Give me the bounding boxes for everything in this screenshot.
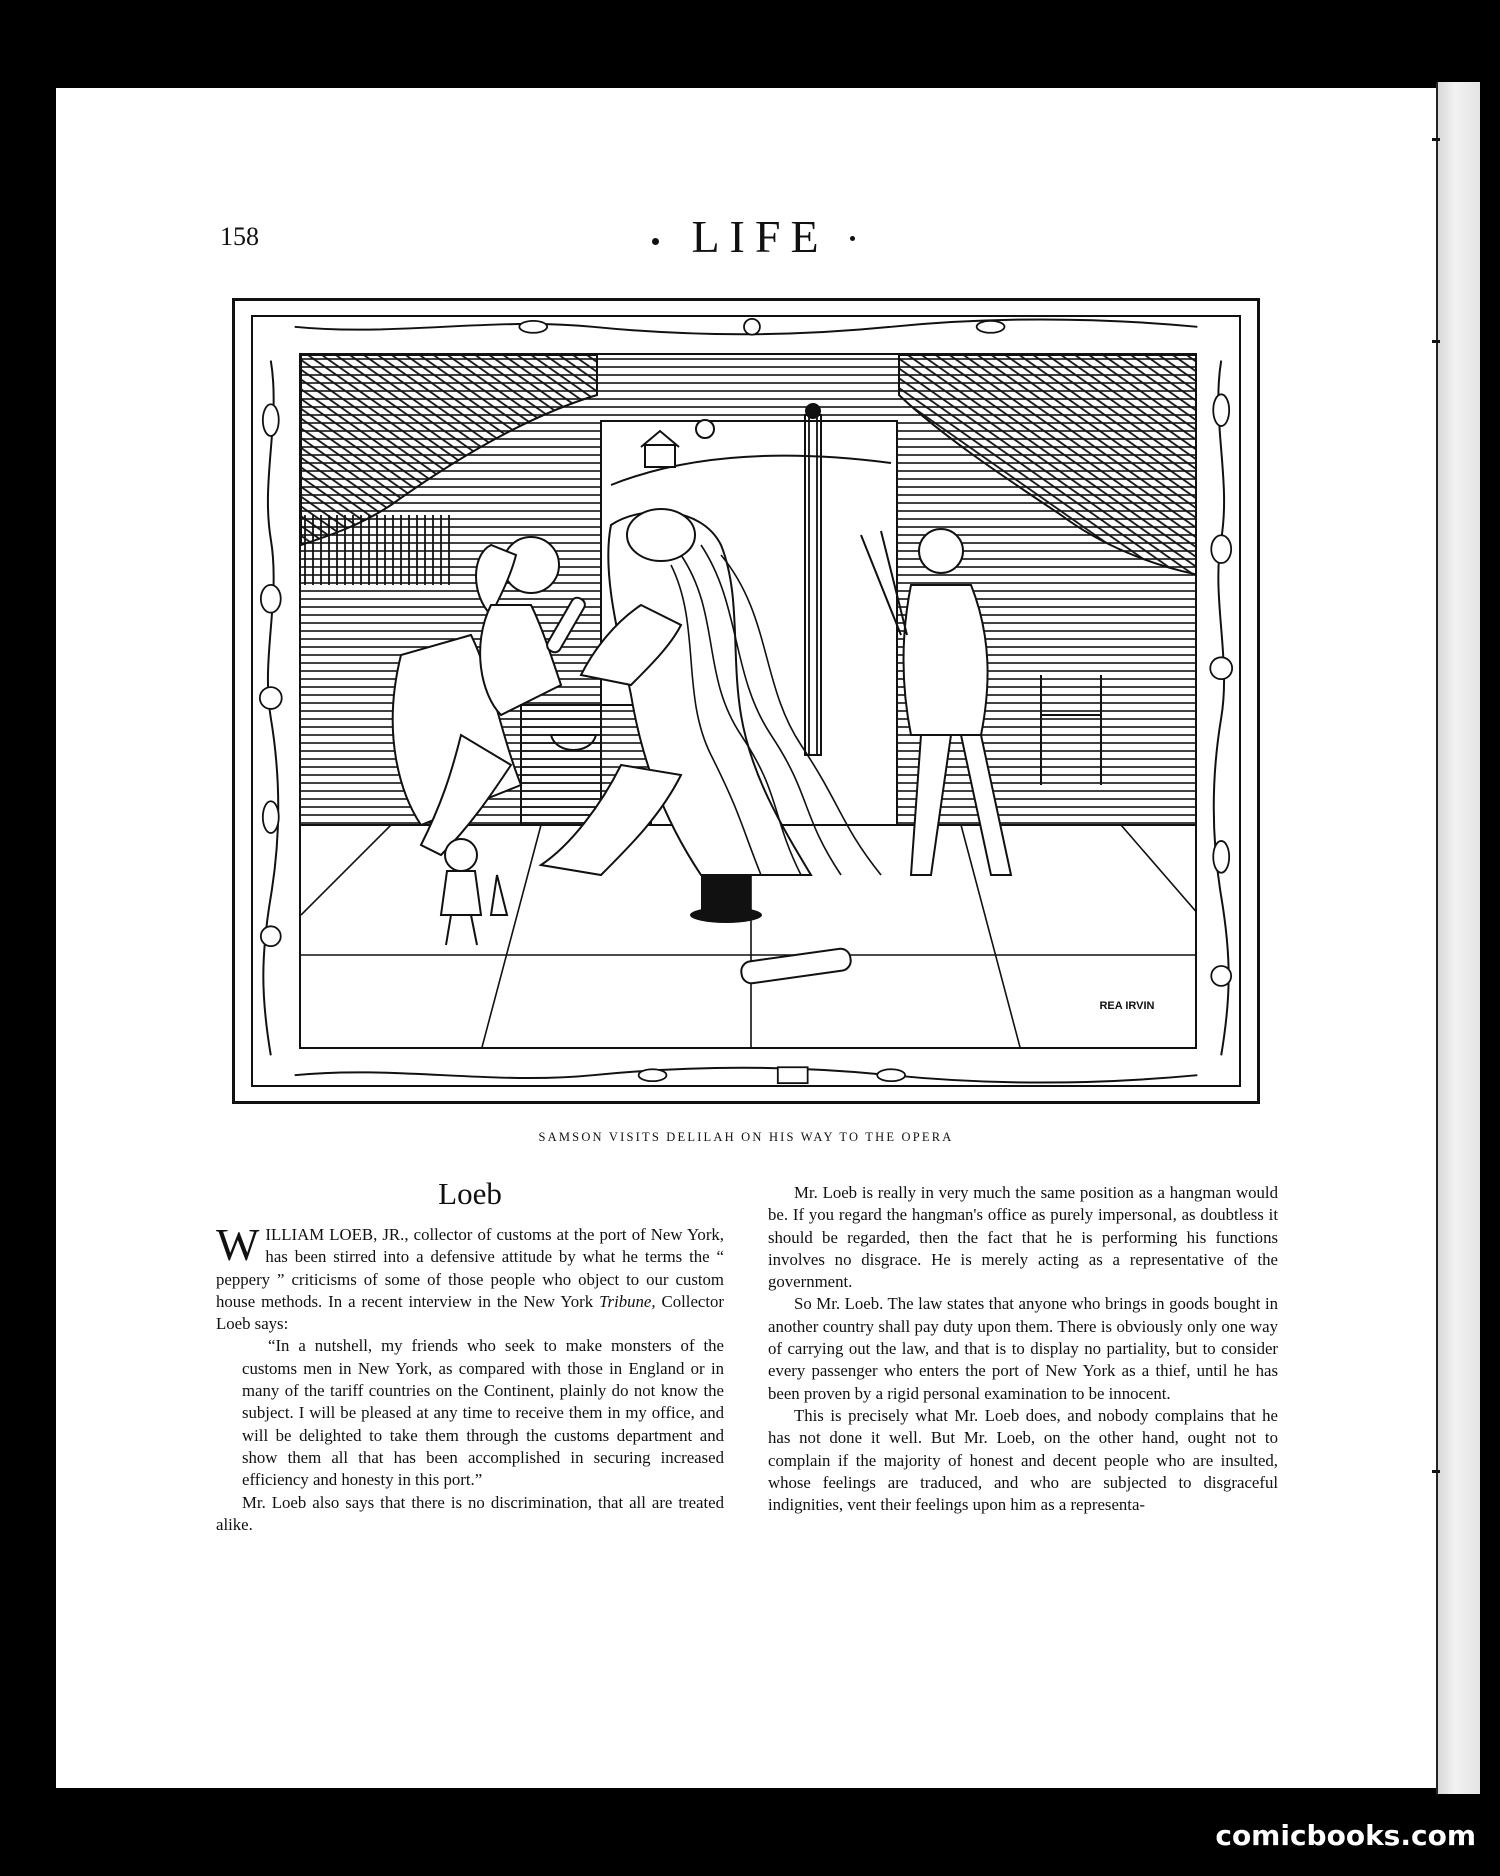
lead-text-end: Collector Loeb says: xyxy=(216,1291,724,1334)
article-right-column xyxy=(768,1182,1278,1516)
lead-text: ILLIAM LOEB, JR., collector of customs at the port of New York, has been stirred into a defensive attitude by what he terms the “ peppery ” criticisms of some of those people who object to our custom house methods. In a recent interview in the New York xyxy=(216,1225,724,1311)
magazine-title: LIFE xyxy=(691,211,829,262)
edge-mark xyxy=(1432,138,1440,141)
title-dot-right xyxy=(850,236,855,241)
cartoon-drawing xyxy=(301,355,1197,1049)
article-paragraph: So Mr. Loeb. The law states that anyone who brings in goods bought in another country shall pay duty upon them. There is obviously only one way of carrying out the law, and that is to display no partiality, but to consider every passenger who enters the port of New York as a thief, until he has been proven by a rigid personal examination to be innocent. xyxy=(768,1294,1278,1403)
artist-signature: REA IRVIN xyxy=(1099,1000,1155,1012)
facing-page-edge xyxy=(1436,82,1480,1794)
article-paragraph: Mr. Loeb is really in very much the same position as a hangman would be. If you regard the hangman's office as purely impersonal, as doubtless it should be regarded, then the fact that he is performing his functions involves no disgrace. He is merely acting as a representative of the government. xyxy=(768,1183,1278,1292)
cartoon-illustration xyxy=(299,353,1197,1049)
newspaper-name: Tribune, xyxy=(599,1291,656,1311)
loeb-quote: “In a nutshell, my friends who seek to make monsters of the customs men in New York, as compared with those in England or in many of the tariff countries on the Continent, plainly do not know the subject. I will be pleased at any time to receive them in my office, and will be delighted to take them through the customs department and show them all that has been accomplished in securing increased efficiency and honesty in this port.” xyxy=(242,1336,724,1490)
page-number: 158 xyxy=(220,222,259,251)
article-left-column xyxy=(216,1219,724,1536)
drop-cap: W xyxy=(216,1219,260,1270)
article-lead-paragraph xyxy=(216,1219,724,1335)
article-paragraph: This is precisely what Mr. Loeb does, and nobody complains that he has not done it well. But Mr. Loeb, on the other hand, ought not to complain if the majority of honest and decent people who are insulted, whose feelings are traduced, and who are subjected to disgraceful indignities, vent their feelings upon him as a representa- xyxy=(768,1405,1278,1515)
article-paragraph: Mr. Loeb also says that there is no discrimination, that all are treated alike. xyxy=(216,1492,724,1534)
source-watermark: comicbooks.com xyxy=(1215,1819,1476,1852)
illustration-frame xyxy=(232,298,1260,1104)
edge-mark xyxy=(1432,1470,1440,1473)
illustration-caption: SAMSON VISITS DELILAH ON HIS WAY TO THE OPERA xyxy=(538,1130,954,1144)
article-title: Loeb xyxy=(438,1176,502,1211)
edge-mark xyxy=(1432,340,1440,343)
